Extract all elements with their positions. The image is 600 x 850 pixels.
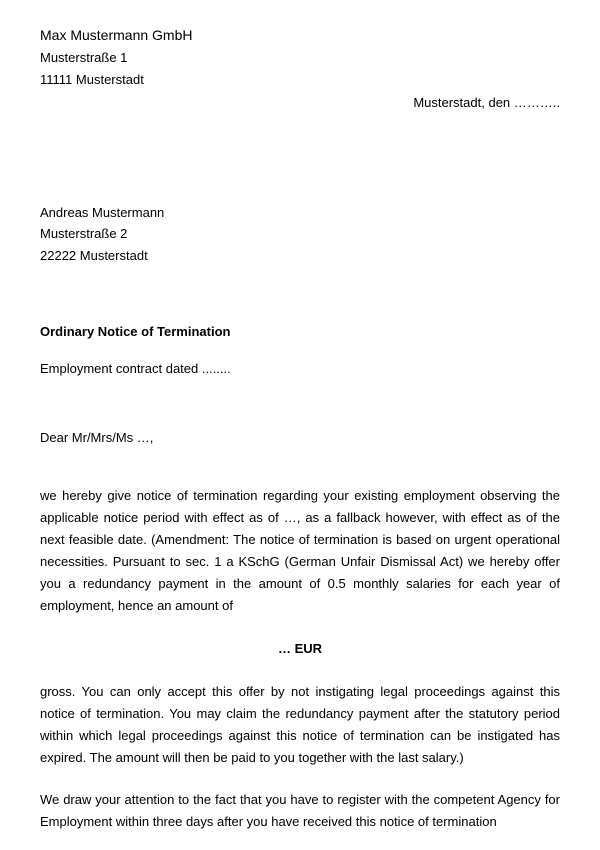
recipient-city: 22222 Musterstadt [40, 248, 148, 263]
recipient-street: Musterstraße 2 [40, 226, 128, 241]
sender-name: Max Mustermann GmbH [40, 27, 193, 43]
body-paragraph-3: We draw your attention to the fact that you have to register with the competent Agency for Employment within three days after you have received this notice of termination [40, 792, 560, 829]
sender-street: Musterstraße 1 [40, 50, 128, 65]
place-date: Musterstadt, den ……….. [413, 95, 560, 110]
sender-city: 11111 Musterstadt [40, 72, 144, 87]
body-paragraph-1: we hereby give notice of termination regarding your existing employment observing the applicable notice period with effect as of …, as a fallback however, with effect as of the next feasible date. (Amendment: The notice of termination is based on urgent operational necessities. Pursuant to sec. 1 a KSchG (German Unfair Dismissal Act) we hereby offer you a redundancy payment in the amount of 0.5 monthly salaries for each year of employment, hence an amount of [40, 488, 560, 613]
salutation: Dear Mr/Mrs/Ms …, [40, 430, 154, 445]
subject-line: Ordinary Notice of Termination [40, 324, 231, 339]
contract-reference: Employment contract dated ........ [40, 361, 231, 376]
body-paragraph-2: gross. You can only accept this offer by not instigating legal proceedings against this notice of termination. You may claim the redundancy payment after the statutory period within which legal proceedings against this notice of termination can be instigated has expired. The amount will then be paid to you together with the last salary.) [40, 684, 560, 765]
recipient-name: Andreas Mustermann [40, 205, 165, 220]
redundancy-amount: … EUR [277, 641, 323, 656]
